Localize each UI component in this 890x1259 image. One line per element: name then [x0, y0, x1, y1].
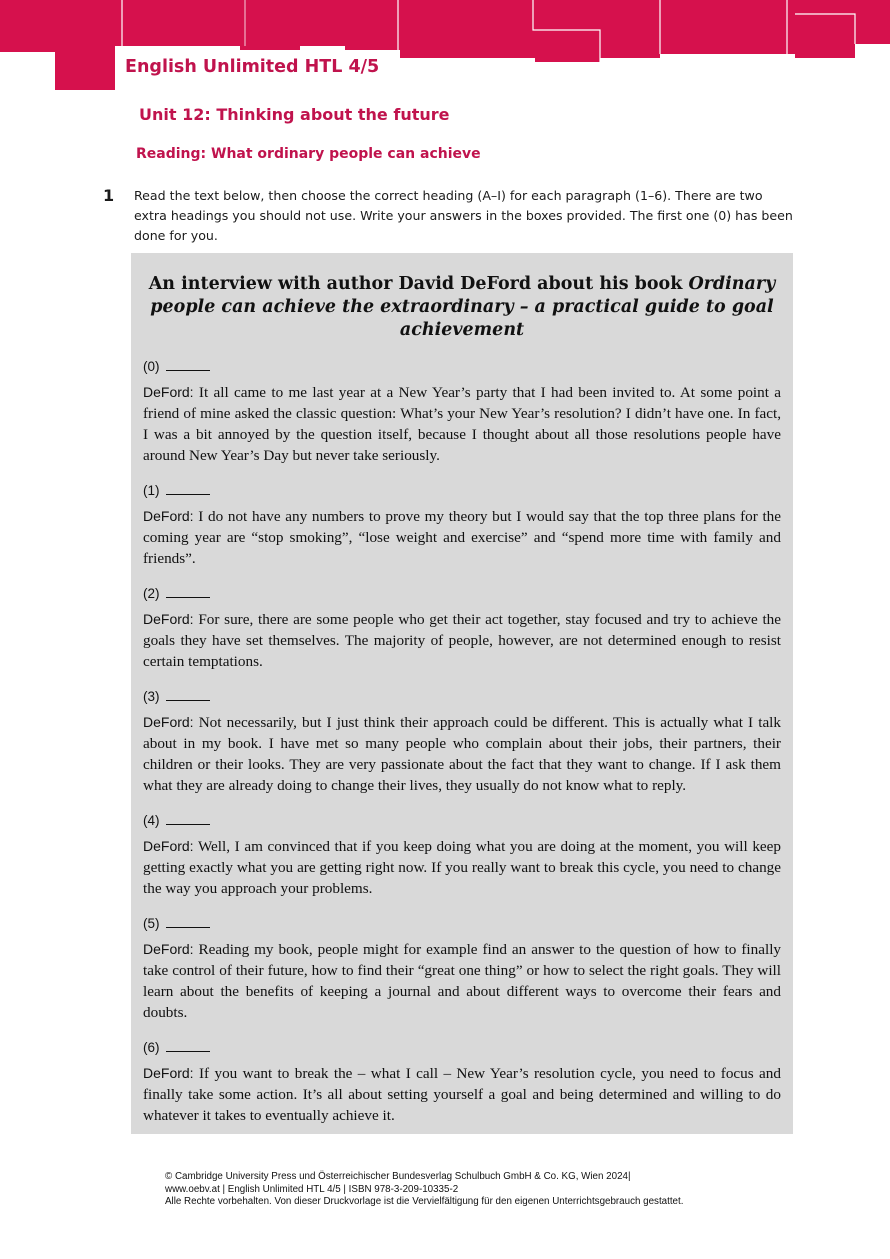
article-title [143, 273, 781, 342]
answer-blank-2[interactable] [166, 585, 210, 598]
answer-label-4 [143, 812, 781, 830]
paragraph-number: (6) [143, 1040, 160, 1055]
paragraph-text: Reading my book, people might for example find an answer to the question of how to finally take control of their future, how to find their “great one thing” or how to select the right goals. They will learn about the benefits of keeping a journal and about different ways to overcome their fears and doubts. [143, 941, 782, 1021]
answer-label-2 [143, 585, 781, 603]
article-panel [131, 253, 793, 1134]
paragraph-body [143, 506, 781, 569]
paragraph-2 [143, 585, 781, 672]
paragraph-text: If you want to break the – what I call – New Year’s resolution cycle, you need to focus and finally take some action. It’s all about setting yourself a goal and being determined and willing to do whatever it takes to eventually achieve it. [143, 1065, 781, 1124]
paragraph-5 [143, 915, 781, 1023]
paragraph-body [143, 609, 781, 672]
speaker-label: DeFord: [143, 508, 194, 524]
answer-blank-6[interactable] [166, 1039, 210, 1052]
answer-label-5 [143, 915, 781, 933]
footer-copyright: © Cambridge University Press und Österreichischer Bundesverlag Schulbuch GmbH & Co. KG, Wien 2024| [165, 1171, 631, 1182]
paragraph-body [143, 836, 781, 899]
footer [165, 1171, 785, 1209]
answer-label-6 [143, 1039, 781, 1057]
paragraph-number: (0) [143, 359, 160, 374]
paragraph-1 [143, 482, 781, 569]
answer-blank-4[interactable] [166, 812, 210, 825]
answer-blank-5[interactable] [166, 915, 210, 928]
speaker-label: DeFord: [143, 941, 194, 957]
answer-blank-3[interactable] [166, 688, 210, 701]
paragraph-body [143, 939, 781, 1023]
paragraph-text: I do not have any numbers to prove my theory but I would say that the top three plans for the coming year are “stop smoking”, “lose weight and exercise” and “spend more time with family and friends”. [143, 508, 782, 567]
article-title-plain: An interview with author David DeFord about his book [148, 274, 689, 294]
paragraph-number: (4) [143, 813, 160, 828]
paragraph-number: (1) [143, 483, 160, 498]
footer-rights: Alle Rechte vorbehalten. Von dieser Druckvorlage ist die Vervielfältigung für den eigenen Unterrichtsgebrauch gestattet. [165, 1196, 684, 1207]
paragraph-body [143, 382, 781, 466]
series-title: English Unlimited HTL 4/5 [125, 57, 380, 77]
section-title: Reading: What ordinary people can achieve [136, 146, 481, 162]
paragraph-body [143, 712, 781, 796]
paragraph-number: (5) [143, 916, 160, 931]
answer-label-1 [143, 482, 781, 500]
footer-isbn: www.oebv.at | English Unlimited HTL 4/5 | ISBN 978-3-209-10335-2 [165, 1183, 459, 1195]
paragraph-text: Well, I am convinced that if you keep doing what you are doing at the moment, you will keep getting exactly what you are getting right now. If you really want to break this cycle, you need to change the way you approach your problems. [143, 838, 781, 897]
task-number: 1 [103, 186, 115, 205]
answer-blank-1[interactable] [166, 482, 210, 495]
unit-title: Unit 12: Thinking about the future [139, 105, 450, 124]
answer-label-0 [143, 358, 781, 376]
paragraph-3 [143, 688, 781, 796]
speaker-label: DeFord: [143, 1065, 194, 1081]
article-title-book: Ordinary people can achieve the extraordinary – a practical guide to goal achievement [150, 274, 776, 340]
paragraph-body [143, 1063, 781, 1126]
paragraph-text: Not necessarily, but I just think their approach could be different. This is actually what I talk about in my book. I have met so many people who complain about their jobs, their partners, their children or their looks. They are very passionate about the fact that they want to change. If I ask them what they are already doing to change their lives, they usually do not know what to reply. [143, 714, 781, 794]
speaker-label: DeFord: [143, 384, 194, 400]
answer-blank-0[interactable] [166, 358, 210, 371]
answer-label-3 [143, 688, 781, 706]
speaker-label: DeFord: [143, 838, 194, 854]
paragraph-text: It all came to me last year at a New Year’s party that I had been invited to. At some point a friend of mine asked the classic question: What’s your New Year’s resolution? I didn’t have one. In fact, I was a bit annoyed by the question itself, because I thought about all those resolutions people have around New Year’s Day but never take seriously. [143, 384, 782, 464]
paragraph-6 [143, 1039, 781, 1126]
paragraph-4 [143, 812, 781, 899]
paragraph-number: (2) [143, 586, 160, 601]
paragraph-0 [143, 358, 781, 466]
task-instructions: Read the text below, then choose the correct heading (A–I) for each paragraph (1–6). There are two extra headings you should not use. Write your answers in the boxes provided. The first one (0) has been done for you. [134, 188, 793, 243]
speaker-label: DeFord: [143, 611, 194, 627]
speaker-label: DeFord: [143, 714, 194, 730]
paragraph-number: (3) [143, 689, 160, 704]
paragraph-text: For sure, there are some people who get their act together, stay focused and try to achieve the goals they have set themselves. The majority of people, however, are not determined enough to resist certain temptations. [143, 611, 781, 670]
